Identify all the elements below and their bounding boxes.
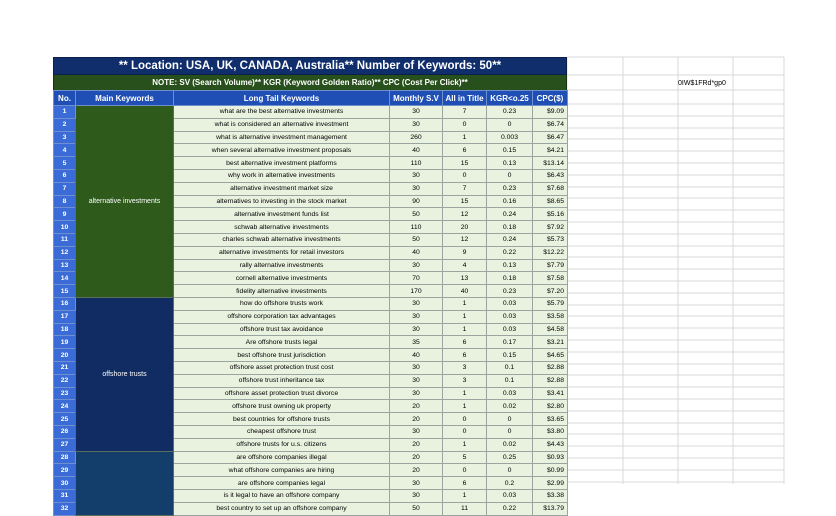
all-in-title-cell[interactable]: 1 [443,489,487,502]
all-in-title-cell[interactable]: 12 [443,208,487,221]
cpc-cell[interactable]: $12.22 [533,246,568,259]
row-number-cell[interactable]: 23 [54,387,76,400]
all-in-title-cell[interactable]: 4 [443,259,487,272]
long-tail-keyword-cell[interactable]: how do offshore trusts work [174,297,390,310]
long-tail-keyword-cell[interactable]: alternative investments for retail investors [174,246,390,259]
table-row [54,297,568,310]
cpc-cell[interactable]: $4.21 [533,144,568,157]
kgr-cell[interactable]: 0.16 [487,195,533,208]
long-tail-keyword-cell[interactable]: best alternative investment platforms [174,157,390,170]
long-tail-keyword-cell[interactable]: what offshore companies are hiring [174,464,390,477]
monthly-sv-cell[interactable]: 20 [390,400,443,413]
kgr-cell[interactable]: 0.17 [487,336,533,349]
cpc-cell[interactable]: $13.79 [533,502,568,515]
all-in-title-cell[interactable]: 1 [443,400,487,413]
header-main-keywords[interactable]: Main Keywords [76,91,174,106]
kgr-cell[interactable]: 0.23 [487,106,533,119]
kgr-cell[interactable]: 0.18 [487,272,533,285]
all-in-title-cell[interactable]: 9 [443,246,487,259]
cpc-cell[interactable]: $6.47 [533,131,568,144]
sheet-note[interactable]: NOTE: SV (Search Volume)** KGR (Keyword Golden Ratio)** CPC (Cost Per Click)** [53,75,567,90]
monthly-sv-cell[interactable]: 30 [390,323,443,336]
all-in-title-cell[interactable]: 1 [443,323,487,336]
long-tail-keyword-cell[interactable]: are offshore companies illegal [174,451,390,464]
cpc-cell[interactable]: $4.58 [533,323,568,336]
main-keyword-cell[interactable] [76,451,174,515]
row-number-cell[interactable]: 19 [54,336,76,349]
long-tail-keyword-cell[interactable]: are offshore companies legal [174,477,390,490]
all-in-title-cell[interactable]: 1 [443,297,487,310]
long-tail-keyword-cell[interactable]: what are the best alternative investments [174,106,390,119]
cpc-cell[interactable]: $2.80 [533,400,568,413]
kgr-cell[interactable]: 0.003 [487,131,533,144]
cpc-cell[interactable]: $7.92 [533,221,568,234]
all-in-title-cell[interactable]: 11 [443,502,487,515]
kgr-cell[interactable]: 0.03 [487,387,533,400]
row-number-cell[interactable]: 18 [54,323,76,336]
sheet-title[interactable]: ** Location: USA, UK, CANADA, Australia** Number of Keywords: 50** [53,57,567,75]
kgr-cell[interactable]: 0.22 [487,246,533,259]
cpc-cell[interactable]: $6.74 [533,118,568,131]
all-in-title-cell[interactable]: 3 [443,374,487,387]
monthly-sv-cell[interactable]: 40 [390,349,443,362]
row-number-cell[interactable]: 30 [54,477,76,490]
kgr-cell[interactable]: 0 [487,464,533,477]
stray-cell-text[interactable]: 0IW$1FRd*gp0 [678,80,726,87]
cpc-cell[interactable]: $3.80 [533,425,568,438]
cpc-cell[interactable]: $0.93 [533,451,568,464]
row-number-cell[interactable]: 8 [54,195,76,208]
all-in-title-cell[interactable]: 1 [443,310,487,323]
main-keyword-cell[interactable]: alternative investments [76,106,174,298]
long-tail-keyword-cell[interactable]: fidelity alternative investments [174,285,390,298]
long-tail-keyword-cell[interactable]: charles schwab alternative investments [174,233,390,246]
monthly-sv-cell[interactable]: 40 [390,144,443,157]
all-in-title-cell[interactable]: 5 [443,451,487,464]
cpc-cell[interactable]: $5.79 [533,297,568,310]
long-tail-keyword-cell[interactable]: when several alternative investment proposals [174,144,390,157]
monthly-sv-cell[interactable]: 50 [390,502,443,515]
long-tail-keyword-cell[interactable]: cornell alternative investments [174,272,390,285]
long-tail-keyword-cell[interactable]: best countries for offshore trusts [174,413,390,426]
cpc-cell[interactable]: $3.58 [533,310,568,323]
all-in-title-cell[interactable]: 15 [443,157,487,170]
header-row [54,91,568,106]
kgr-cell[interactable]: 0 [487,425,533,438]
all-in-title-cell[interactable]: 3 [443,361,487,374]
kgr-cell[interactable]: 0.13 [487,259,533,272]
cpc-cell[interactable]: $3.21 [533,336,568,349]
kgr-cell[interactable]: 0.15 [487,349,533,362]
monthly-sv-cell[interactable]: 70 [390,272,443,285]
kgr-cell[interactable]: 0.1 [487,374,533,387]
all-in-title-cell[interactable]: 0 [443,413,487,426]
long-tail-keyword-cell[interactable]: rally alternative investments [174,259,390,272]
monthly-sv-cell[interactable]: 40 [390,246,443,259]
monthly-sv-cell[interactable]: 90 [390,195,443,208]
monthly-sv-cell[interactable]: 30 [390,310,443,323]
cpc-cell[interactable]: $2.99 [533,477,568,490]
all-in-title-cell[interactable]: 1 [443,438,487,451]
monthly-sv-cell[interactable]: 35 [390,336,443,349]
monthly-sv-cell[interactable]: 20 [390,451,443,464]
row-number-cell[interactable]: 13 [54,259,76,272]
monthly-sv-cell[interactable]: 30 [390,182,443,195]
header-monthly-sv[interactable]: Monthly S.V [390,91,443,106]
header-no[interactable]: No. [54,91,76,106]
cpc-cell[interactable]: $7.58 [533,272,568,285]
all-in-title-cell[interactable]: 0 [443,118,487,131]
cpc-cell[interactable]: $7.68 [533,182,568,195]
row-number-cell[interactable]: 22 [54,374,76,387]
kgr-cell[interactable]: 0.03 [487,489,533,502]
cpc-cell[interactable]: $3.65 [533,413,568,426]
kgr-cell[interactable]: 0.03 [487,310,533,323]
long-tail-keyword-cell[interactable]: offshore trust tax avoidance [174,323,390,336]
kgr-cell[interactable]: 0.03 [487,297,533,310]
row-number-cell[interactable]: 6 [54,169,76,182]
cpc-cell[interactable]: $2.88 [533,361,568,374]
cpc-cell[interactable]: $9.09 [533,106,568,119]
keyword-table [53,90,568,516]
row-number-cell[interactable]: 3 [54,131,76,144]
kgr-cell[interactable]: 0 [487,413,533,426]
row-number-cell[interactable]: 15 [54,285,76,298]
kgr-cell[interactable]: 0.25 [487,451,533,464]
row-number-cell[interactable]: 12 [54,246,76,259]
kgr-cell[interactable]: 0.03 [487,323,533,336]
table-row [54,106,568,119]
all-in-title-cell[interactable]: 6 [443,144,487,157]
row-number-cell[interactable]: 11 [54,233,76,246]
all-in-title-cell[interactable]: 13 [443,272,487,285]
row-number-cell[interactable]: 2 [54,118,76,131]
long-tail-keyword-cell[interactable]: offshore trust owning uk property [174,400,390,413]
keyword-sheet [53,57,567,516]
all-in-title-cell[interactable]: 0 [443,425,487,438]
row-number-cell[interactable]: 20 [54,349,76,362]
cpc-cell[interactable]: $2.88 [533,374,568,387]
long-tail-keyword-cell[interactable]: offshore trust inheritance tax [174,374,390,387]
long-tail-keyword-cell[interactable]: best country to set up an offshore company [174,502,390,515]
all-in-title-cell[interactable]: 7 [443,182,487,195]
cpc-cell[interactable]: $7.79 [533,259,568,272]
header-all-in-title[interactable]: All in Title [443,91,487,106]
kgr-cell[interactable]: 0.22 [487,502,533,515]
kgr-cell[interactable]: 0 [487,118,533,131]
monthly-sv-cell[interactable]: 30 [390,297,443,310]
row-number-cell[interactable]: 5 [54,157,76,170]
long-tail-keyword-cell[interactable]: offshore corporation tax advantages [174,310,390,323]
monthly-sv-cell[interactable]: 110 [390,157,443,170]
row-number-cell[interactable]: 24 [54,400,76,413]
monthly-sv-cell[interactable]: 50 [390,233,443,246]
monthly-sv-cell[interactable]: 30 [390,489,443,502]
long-tail-keyword-cell[interactable]: offshore asset protection trust cost [174,361,390,374]
cpc-cell[interactable]: $13.14 [533,157,568,170]
monthly-sv-cell[interactable]: 20 [390,464,443,477]
cpc-cell[interactable]: $4.65 [533,349,568,362]
monthly-sv-cell[interactable]: 30 [390,106,443,119]
monthly-sv-cell[interactable]: 110 [390,221,443,234]
row-number-cell[interactable]: 16 [54,297,76,310]
all-in-title-cell[interactable]: 12 [443,233,487,246]
row-number-cell[interactable]: 25 [54,413,76,426]
monthly-sv-cell[interactable]: 260 [390,131,443,144]
all-in-title-cell[interactable]: 6 [443,349,487,362]
kgr-cell[interactable]: 0.18 [487,221,533,234]
row-number-cell[interactable]: 14 [54,272,76,285]
monthly-sv-cell[interactable]: 30 [390,387,443,400]
all-in-title-cell[interactable]: 20 [443,221,487,234]
kgr-cell[interactable]: 0.24 [487,208,533,221]
row-number-cell[interactable]: 7 [54,182,76,195]
header-cpc[interactable]: CPC($) [533,91,568,106]
cpc-cell[interactable]: $7.20 [533,285,568,298]
long-tail-keyword-cell[interactable]: best offshore trust jurisdiction [174,349,390,362]
monthly-sv-cell[interactable]: 30 [390,425,443,438]
kgr-cell[interactable]: 0.02 [487,400,533,413]
long-tail-keyword-cell[interactable]: why work in alternative investments [174,169,390,182]
monthly-sv-cell[interactable]: 20 [390,413,443,426]
all-in-title-cell[interactable]: 15 [443,195,487,208]
long-tail-keyword-cell[interactable]: alternative investment funds list [174,208,390,221]
kgr-cell[interactable]: 0.24 [487,233,533,246]
row-number-cell[interactable]: 9 [54,208,76,221]
row-number-cell[interactable]: 17 [54,310,76,323]
monthly-sv-cell[interactable]: 30 [390,118,443,131]
kgr-cell[interactable]: 0.2 [487,477,533,490]
main-keyword-cell[interactable]: offshore trusts [76,297,174,451]
all-in-title-cell[interactable]: 7 [443,106,487,119]
monthly-sv-cell[interactable]: 30 [390,259,443,272]
long-tail-keyword-cell[interactable]: cheapest offshore trust [174,425,390,438]
cpc-cell[interactable]: $0.99 [533,464,568,477]
row-number-cell[interactable]: 28 [54,451,76,464]
row-number-cell[interactable]: 21 [54,361,76,374]
long-tail-keyword-cell[interactable]: alternatives to investing in the stock market [174,195,390,208]
monthly-sv-cell[interactable]: 50 [390,208,443,221]
kgr-cell[interactable]: 0.02 [487,438,533,451]
cpc-cell[interactable]: $6.43 [533,169,568,182]
monthly-sv-cell[interactable]: 20 [390,438,443,451]
row-number-cell[interactable]: 31 [54,489,76,502]
monthly-sv-cell[interactable]: 30 [390,169,443,182]
long-tail-keyword-cell[interactable]: offshore asset protection trust divorce [174,387,390,400]
header-kgr[interactable]: KGR<o.25 [487,91,533,106]
all-in-title-cell[interactable]: 1 [443,131,487,144]
cpc-cell[interactable]: $3.38 [533,489,568,502]
all-in-title-cell[interactable]: 0 [443,464,487,477]
all-in-title-cell[interactable]: 0 [443,169,487,182]
kgr-cell[interactable]: 0.15 [487,144,533,157]
long-tail-keyword-cell[interactable]: Are offshore trusts legal [174,336,390,349]
row-number-cell[interactable]: 26 [54,425,76,438]
long-tail-keyword-cell[interactable]: what is considered an alternative investment [174,118,390,131]
long-tail-keyword-cell[interactable]: offshore trusts for u.s. citizens [174,438,390,451]
kgr-cell[interactable]: 0.13 [487,157,533,170]
kgr-cell[interactable]: 0.23 [487,285,533,298]
row-number-cell[interactable]: 32 [54,502,76,515]
all-in-title-cell[interactable]: 40 [443,285,487,298]
all-in-title-cell[interactable]: 6 [443,336,487,349]
kgr-cell[interactable]: 0.1 [487,361,533,374]
header-long-tail-keywords[interactable]: Long Tail Keywords [174,91,390,106]
row-number-cell[interactable]: 27 [54,438,76,451]
cpc-cell[interactable]: $5.16 [533,208,568,221]
all-in-title-cell[interactable]: 1 [443,387,487,400]
long-tail-keyword-cell[interactable]: schwab alternative investments [174,221,390,234]
long-tail-keyword-cell[interactable]: alternative investment market size [174,182,390,195]
long-tail-keyword-cell[interactable]: is it legal to have an offshore company [174,489,390,502]
kgr-cell[interactable]: 0 [487,169,533,182]
row-number-cell[interactable]: 4 [54,144,76,157]
all-in-title-cell[interactable]: 6 [443,477,487,490]
table-row [54,451,568,464]
cpc-cell[interactable]: $4.43 [533,438,568,451]
monthly-sv-cell[interactable]: 30 [390,374,443,387]
monthly-sv-cell[interactable]: 30 [390,361,443,374]
cpc-cell[interactable]: $5.73 [533,233,568,246]
long-tail-keyword-cell[interactable]: what is alternative investment management [174,131,390,144]
row-number-cell[interactable]: 10 [54,221,76,234]
monthly-sv-cell[interactable]: 30 [390,477,443,490]
row-number-cell[interactable]: 29 [54,464,76,477]
cpc-cell[interactable]: $3.41 [533,387,568,400]
kgr-cell[interactable]: 0.23 [487,182,533,195]
monthly-sv-cell[interactable]: 170 [390,285,443,298]
row-number-cell[interactable]: 1 [54,106,76,119]
cpc-cell[interactable]: $8.65 [533,195,568,208]
